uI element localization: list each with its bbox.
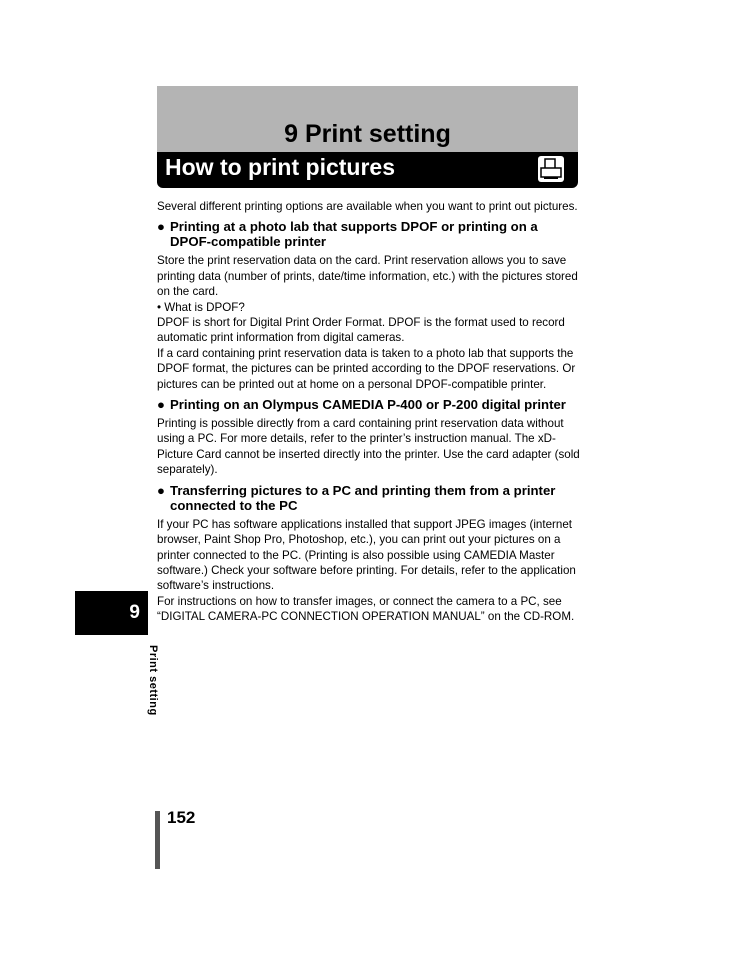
paragraph: DPOF is short for Digital Print Order Format. DPOF is the format used to record automatic print information from digital cameras. (157, 316, 565, 345)
bullet-icon: ● (157, 219, 165, 235)
heading-text: Printing on an Olympus CAMEDIA P-400 or P-200 digital printer (170, 397, 566, 413)
paragraph: If a card containing print reservation data is taken to a photo lab that supports the DPOF format, the pictures can be printed according to the DPOF reservations. Or pictures can be printed out at home on a personal DPOF-compatible printer. (157, 346, 576, 391)
paragraph: Store the print reservation data on the card. Print reservation allows you to save printing data (number of prints, date/time information, etc.) with the pictures stored on the card. (157, 254, 578, 299)
section-heading-dpof (157, 219, 581, 249)
page-number-bar (155, 811, 160, 869)
chapter-number: 9 (129, 602, 140, 623)
section-heading-pc-printing (157, 483, 581, 513)
printer-icon (538, 156, 564, 182)
paragraph: For instructions on how to transfer images, or connect the camera to a PC, see “DIGITAL CAMERA-PC CONNECTION OPERATION MANUAL” on the CD-ROM. (157, 594, 575, 624)
paragraph: Printing is possible directly from a card containing print reservation data without using a PC. For more details, refer to the printer’s instruction manual. The xD-Picture Card cannot be inserted directly into the printer. Use the card adapter (sold separately). (157, 417, 580, 477)
chapter-title: 9 Print setting (284, 120, 451, 148)
bullet-icon: ● (157, 397, 165, 413)
heading-text: Printing at a photo lab that supports DPOF or printing on a DPOF-compatible printer (170, 219, 538, 250)
chapter-side-label: Print setting (147, 645, 159, 716)
heading-text: Transferring pictures to a PC and printing them from a printer connected to the PC (170, 482, 556, 513)
intro-paragraph: Several different printing options are available when you want to print out pictures. (157, 200, 578, 213)
main-content (157, 199, 581, 625)
page-number: 152 (167, 808, 196, 827)
section-title: How to print pictures (165, 154, 395, 180)
chapter-side-tab (75, 591, 148, 635)
section-header-bar (157, 152, 578, 188)
list-item: • What is DPOF? (157, 300, 245, 314)
section-heading-olympus-printer (157, 397, 581, 412)
paragraph: If your PC has software applications installed that support JPEG images (internet browser, Paint Shop Pro, Photoshop, etc.), you can print out your pictures on a printer connected to the PC. (Printing is also possible using CAMEDIA Master software.) Check your software before printing. For details, refer to the application software’s instructions. (157, 517, 576, 593)
bullet-icon: ● (157, 482, 165, 498)
